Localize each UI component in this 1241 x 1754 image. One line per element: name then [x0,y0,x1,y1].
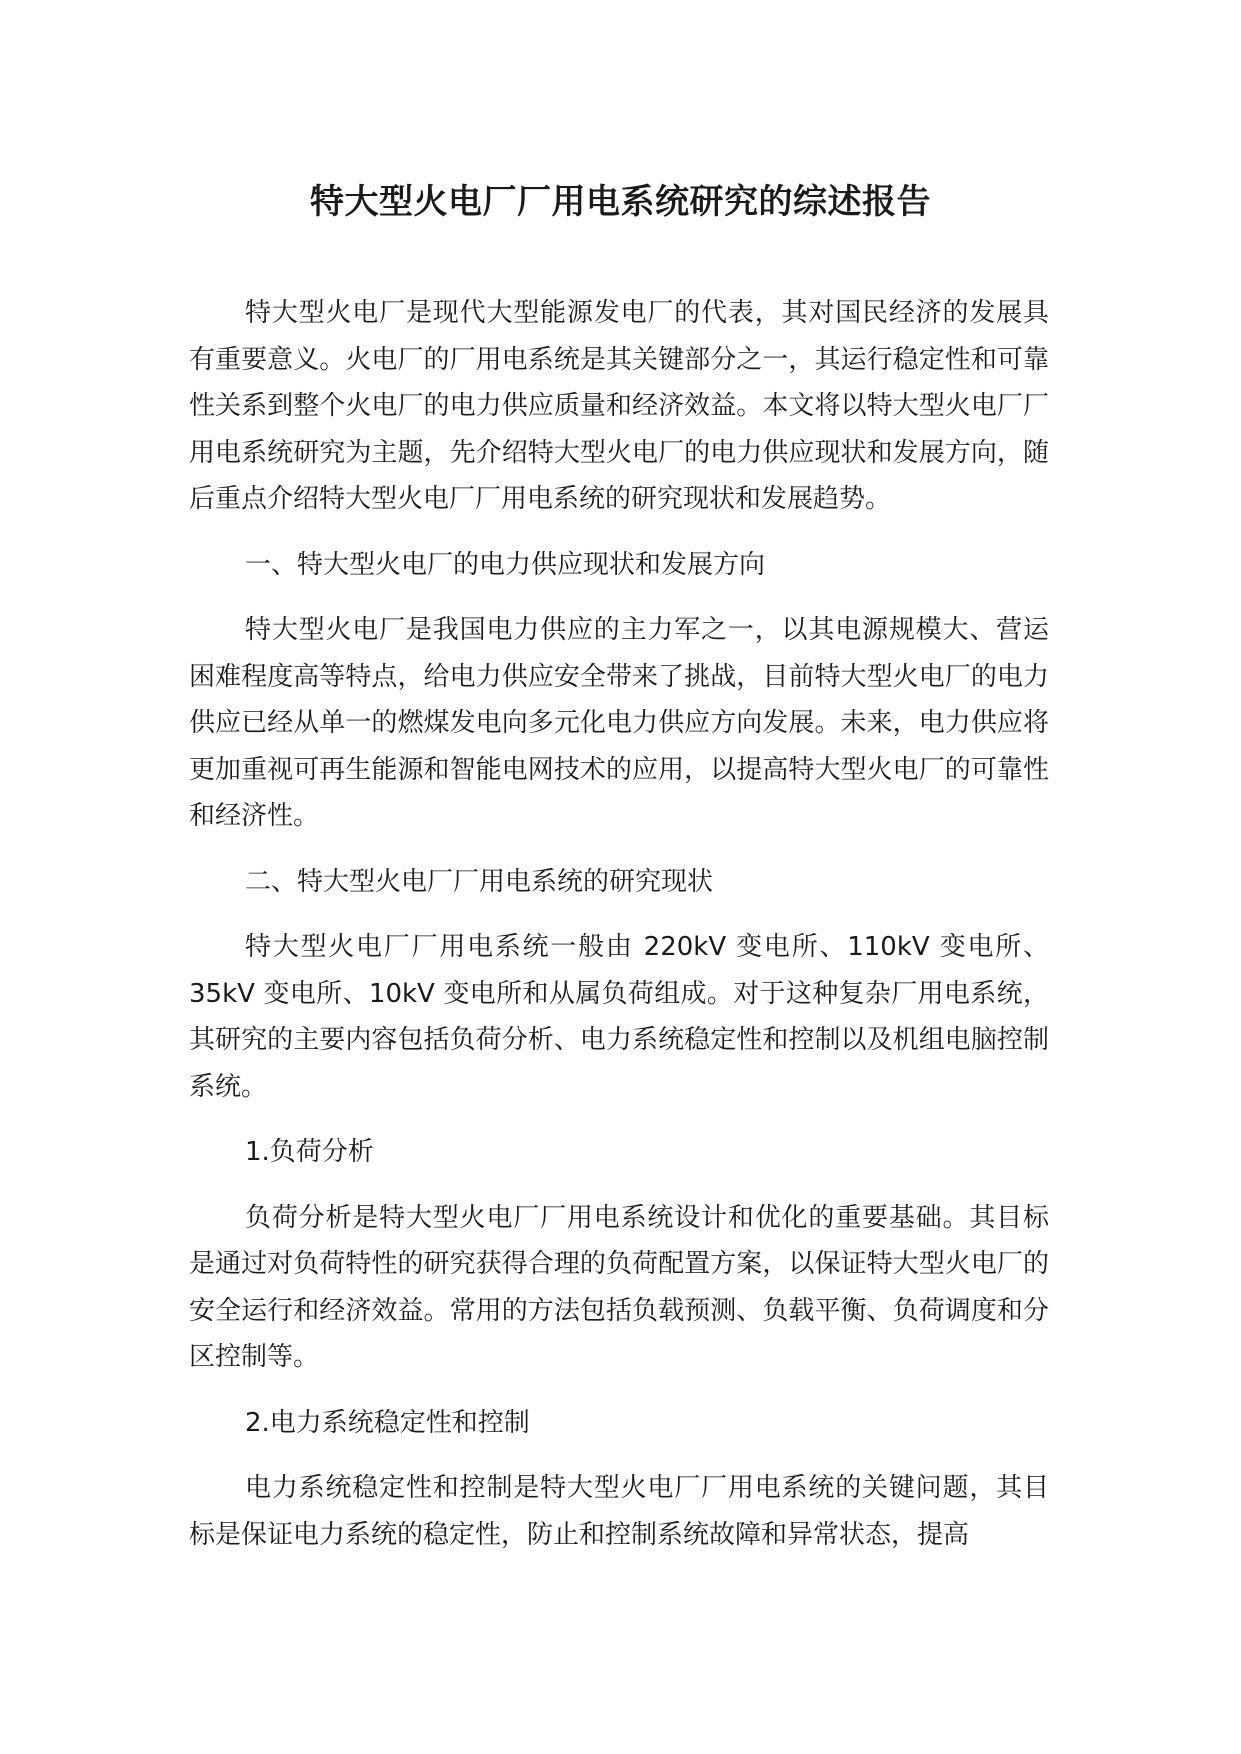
section-heading-2: 二、特大型火电厂厂用电系统的研究现状 [245,866,714,897]
paragraph-stability-control: 电力系统稳定性和控制是特大型火电厂厂用电系统的关键问题，其目标是保证电力系统的稳定性，防止和控制系统故障和异常状态，提高 [189,1473,1049,1550]
paragraph-section-2: 特大型火电厂厂用电系统一般由 220kV 变电所、110kV 变电所、35kV 变电所、10kV 变电所和从属负荷组成。对于这种复杂厂用电系统，其研究的主要内容包括负荷分析、电力系统稳定性和控制以及机组电脑控制系统。 [189,932,1049,1102]
subsection-heading-load-analysis: 1.负荷分析 [245,1137,374,1167]
subsection-heading-stability-control: 2.电力系统稳定性和控制 [245,1407,530,1438]
section-heading-1: 一、特大型火电厂的电力供应现状和发展方向 [245,549,766,580]
document-title: 特大型火电厂厂用电系统研究的综述报告 [310,182,931,222]
paragraph-intro: 特大型火电厂是现代大型能源发电厂的代表，其对国民经济的发展具有重要意义。火电厂的厂用电系统是其关键部分之一，其运行稳定性和可靠性关系到整个火电厂的电力供应质量和经济效益。本文将以特大型火电厂厂用电系统研究为主题，先介绍特大型火电厂的电力供应现状和发展方向，随后重点介绍特大型火电厂厂用电系统的研究现状和发展趋势。 [189,298,1049,514]
paragraph-section-1: 特大型火电厂是我国电力供应的主力军之一，以其电源规模大、营运困难程度高等特点，给电力供应安全带来了挑战，目前特大型火电厂的电力供应已经从单一的燃煤发电向多元化电力供应方向发展。未来，电力供应将更加重视可再生能源和智能电网技术的应用，以提高特大型火电厂的可靠性和经济性。 [189,615,1049,831]
document-body [189,290,1049,1577]
paragraph-load-analysis: 负荷分析是特大型火电厂厂用电系统设计和优化的重要基础。其目标是通过对负荷特性的研究获得合理的负荷配置方案，以保证特大型火电厂的安全运行和经济效益。常用的方法包括负载预测、负载平衡、负荷调度和分区控制等。 [189,1202,1049,1372]
